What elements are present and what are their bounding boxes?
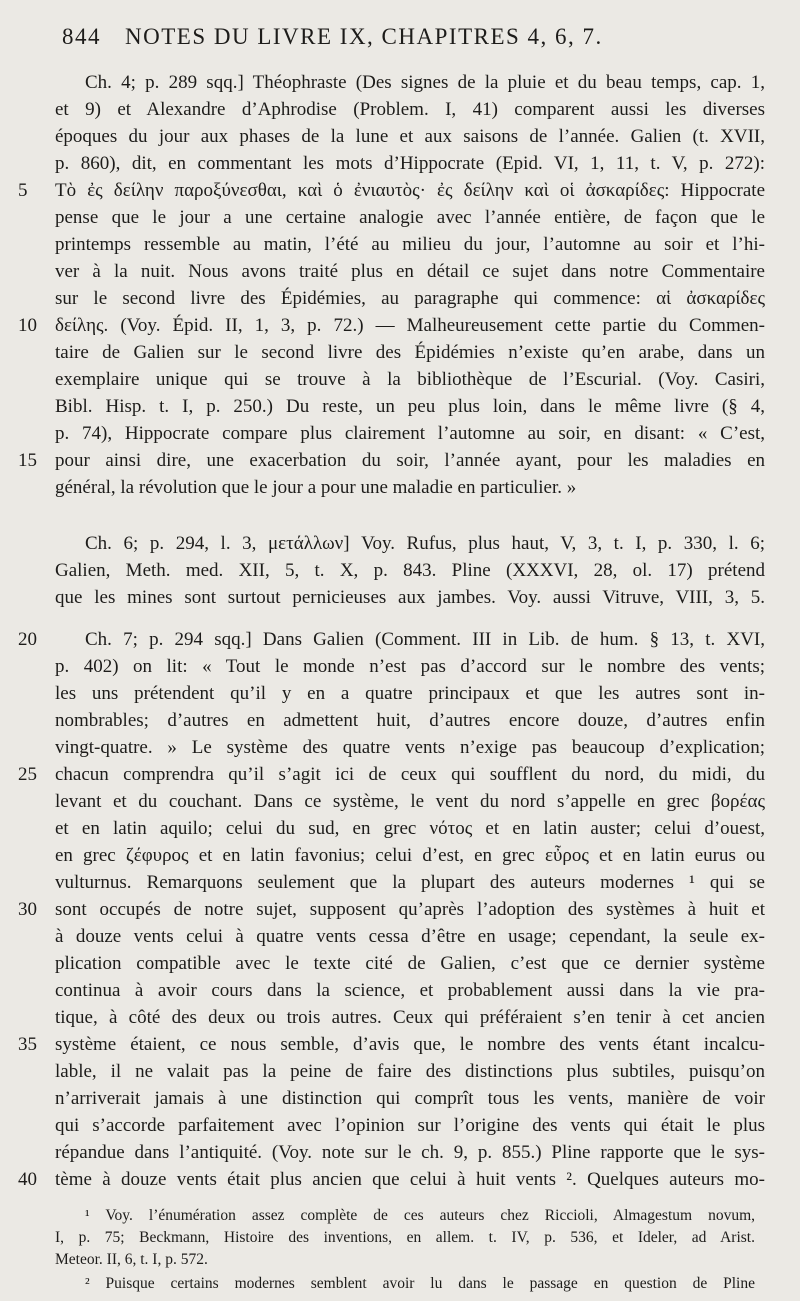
text-line: p. 74), Hippocrate compare plus clairement l’automne au soir, en disant: « C’est, (55, 423, 765, 444)
text-line: p. 860), dit, en commentant les mots d’Hippocrate (Epid. VI, 1, 11, t. V, p. 272): (55, 153, 765, 174)
margin-line-number: 5 (18, 180, 28, 201)
text-line: Τὸ ἐς δείλην παροξύνεσθαι, καὶ ὁ ἐνιαυτὸς· ἐς δείλην καὶ οἱ ἀσκαρίδες: Hippocrate (55, 180, 765, 201)
text-line: taire de Galien sur le second livre des Épidémies n’existe qu’en arabe, dans un (55, 342, 765, 363)
text-line: pense que le jour a une certaine analogie avec l’année entière, de façon que le (55, 207, 765, 228)
text-line: et en latin aquilo; celui du sud, en grec νότος et en latin auster; celui d’ouest, (55, 818, 765, 839)
text-line: général, la révolution que le jour a pour une maladie en particulier. » (55, 477, 577, 498)
footnote-line: ² Puisque certains modernes semblent avoir lu dans le passage en question de Pline (85, 1275, 755, 1292)
text-line: Ch. 4; p. 289 sqq.] Théophraste (Des signes de la pluie et du beau temps, cap. 1, (85, 72, 765, 93)
text-line: Ch. 6; p. 294, l. 3, μετάλλων] Voy. Rufus, plus haut, V, 3, t. I, p. 330, l. 6; (85, 533, 765, 554)
text-line: sont occupés de notre sujet, supposent qu’après l’adoption des systèmes à huit et (55, 899, 765, 920)
text-line: sur le second livre des Épidémies, au paragraphe qui commence: αἱ ἀσκαρίδες (55, 288, 765, 309)
text-line: exemplaire unique qui se trouve à la bibliothèque de l’Escurial. (Voy. Casiri, (55, 369, 765, 390)
running-header (62, 24, 603, 50)
text-line: Galien, Meth. med. XII, 5, t. X, p. 843. Pline (XXXVI, 28, ol. 17) prétend (55, 560, 765, 581)
text-line: répandue dans l’antiquité. (Voy. note sur le ch. 9, p. 855.) Pline rapporte que le sys- (55, 1142, 765, 1163)
text-line: n’arriverait jamais à une distinction qui comprît tous les vents, manière de voir (55, 1088, 765, 1109)
text-line: pour ainsi dire, une exacerbation du soir, l’année ayant, pour les maladies en (55, 450, 765, 471)
text-line: plication compatible avec le texte cité de Galien, c’est que ce dernier système (55, 953, 765, 974)
text-line: levant et du couchant. Dans ce système, le vent du nord s’appelle en grec βορέας (55, 791, 765, 812)
text-line: lable, il ne valait pas la peine de faire des distinctions plus subtiles, puisqu’on (55, 1061, 765, 1082)
text-line: que les mines sont surtout pernicieuses aux jambes. Voy. aussi Vitruve, VIII, 3, 5. (55, 587, 765, 608)
text-line: époques du jour aux phases de la lune et aux saisons de l’année. Galien (t. XVII, (55, 126, 765, 147)
margin-line-number: 35 (18, 1034, 37, 1055)
margin-line-number: 25 (18, 764, 37, 785)
text-line: ver à la nuit. Nous avons traité plus en détail ce sujet dans notre Commentaire (55, 261, 765, 282)
footnote-line: I, p. 75; Beckmann, Histoire des inventions, en allem. t. IV, p. 536, et Ideler, ad Arist. (55, 1229, 755, 1246)
text-line: vulturnus. Remarquons seulement que la plupart des auteurs modernes ¹ qui se (55, 872, 765, 893)
text-line: δείλης. (Voy. Épid. II, 1, 3, p. 72.) — Malheureusement cette partie du Commen- (55, 315, 765, 336)
margin-line-number: 20 (18, 629, 37, 650)
margin-line-number: 10 (18, 315, 37, 336)
text-line: printemps ressemble au matin, l’été au milieu du jour, l’automne au soir et l’hi- (55, 234, 765, 255)
text-line: p. 402) on lit: « Tout le monde n’est pas d’accord sur le nombre des vents; (55, 656, 765, 677)
margin-line-number: 30 (18, 899, 37, 920)
text-line: tique, à côté des deux ou trois autres. Ceux qui préféraient s’en tenir à cet ancien (55, 1007, 765, 1028)
header-title: NOTES DU LIVRE IX, CHAPITRES 4, 6, 7. (125, 24, 603, 49)
text-line: Bibl. Hisp. t. I, p. 250.) Du reste, un peu plus loin, dans le même livre (§ 4, (55, 396, 765, 417)
text-line: et 9) et Alexandre d’Aphrodise (Problem. I, 41) comparent aussi les diverses (55, 99, 765, 120)
text-line: chacun comprendra qu’il s’agit ici de ceux qui soufflent du nord, du midi, du (55, 764, 765, 785)
text-line: qui s’accorde parfaitement avec l’opinion sur l’origine des vents qui était le plus (55, 1115, 765, 1136)
margin-line-number: 15 (18, 450, 37, 471)
text-line: nombrables; d’autres en admettent huit, d’autres encore douze, d’autres enfin (55, 710, 765, 731)
text-line: Ch. 7; p. 294 sqq.] Dans Galien (Comment. III in Lib. de hum. § 13, t. XVI, (85, 629, 765, 650)
text-line: tème à douze vents était plus ancien que celui à huit vents ². Quelques auteurs mo- (55, 1169, 765, 1190)
text-line: les uns prétendent qu’il y en a quatre principaux et que les autres sont in- (55, 683, 765, 704)
text-line: à douze vents celui à quatre vents cessa d’être en usage; cependant, la seule ex- (55, 926, 765, 947)
text-line: en grec ζέφυρος et en latin favonius; celui d’est, en grec εὖρος et en latin eurus ou (55, 845, 765, 866)
page-number: 844 (62, 24, 101, 49)
footnote-line: Meteor. II, 6, t. I, p. 572. (55, 1251, 208, 1268)
footnote-line: ¹ Voy. l’énumération assez complète de ces auteurs chez Riccioli, Almagestum novum, (85, 1207, 755, 1224)
text-line: système étaient, ce nous semble, d’avis que, le nombre des vents étant incalcu- (55, 1034, 765, 1055)
text-line: vingt-quatre. » Le système des quatre vents n’exige pas beaucoup d’explication; (55, 737, 765, 758)
margin-line-number: 40 (18, 1169, 37, 1190)
text-line: continua à avoir cours dans la science, et probablement aussi dans la vie pra- (55, 980, 765, 1001)
